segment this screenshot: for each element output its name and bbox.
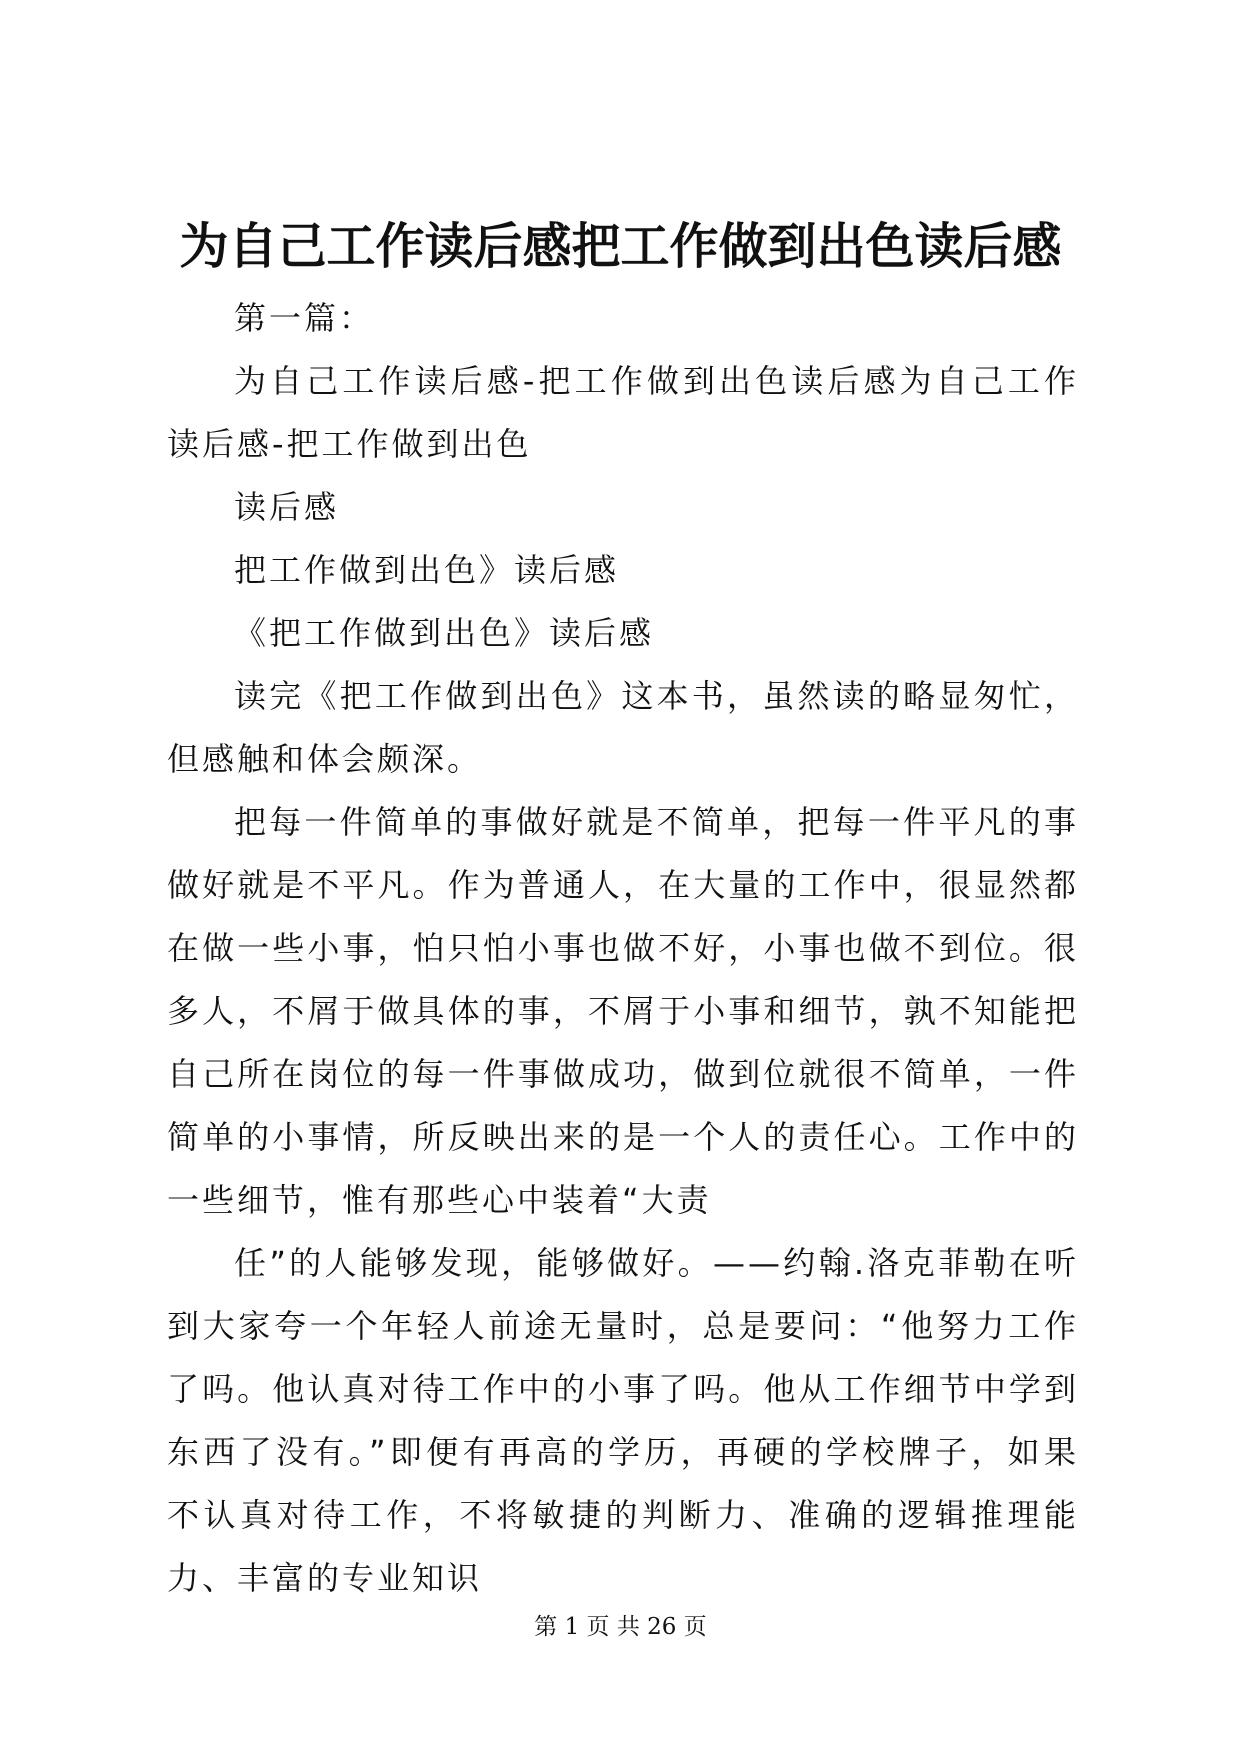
document-body xyxy=(167,287,1079,1610)
paragraph-4: 把工作做到出色》读后感 xyxy=(234,551,620,589)
document-title: 为自己工作读后感把工作做到出色读后感 xyxy=(179,217,1062,275)
paragraph-5: 《把工作做到出色》读后感 xyxy=(234,614,655,652)
paragraph-8: 任”的人能够发现，能够做好。——约翰.洛克菲勒在听到大家夸一个年轻人前途无量时，总是要问：“他努力工作了吗。他认真对待工作中的小事了吗。他从工作细节中学到东西了没有。”即便有再高的学历，再硬的学校牌子，如果不认真对待工作，不将敏捷的判断力、准确的逻辑推理能力、丰富的专业知识 xyxy=(167,1244,1079,1597)
paragraph-2: 为自己工作读后感-把工作做到出色读后感为自己工作读后感-把工作做到出色 xyxy=(167,362,1079,463)
page-number-footer: 第 1 页 共 26 页 xyxy=(534,1614,707,1640)
paragraph-1: 第一篇： xyxy=(234,299,375,337)
paragraph-6: 读完《把工作做到出色》这本书，虽然读的略显匆忙，但感触和体会颇深。 xyxy=(167,677,1079,778)
paragraph-7: 把每一件简单的事做好就是不简单，把每一件平凡的事做好就是不平凡。作为普通人，在大量的工作中，很显然都在做一些小事，怕只怕小事也做不好，小事也做不到位。很多人，不屑于做具体的事，不屑于小事和细节，孰不知能把自己所在岗位的每一件事做成功，做到位就很不简单，一件简单的小事情，所反映出来的是一个人的责任心。工作中的一些细节，惟有那些心中装着“大责 xyxy=(167,803,1079,1219)
paragraph-3: 读后感 xyxy=(234,488,340,526)
